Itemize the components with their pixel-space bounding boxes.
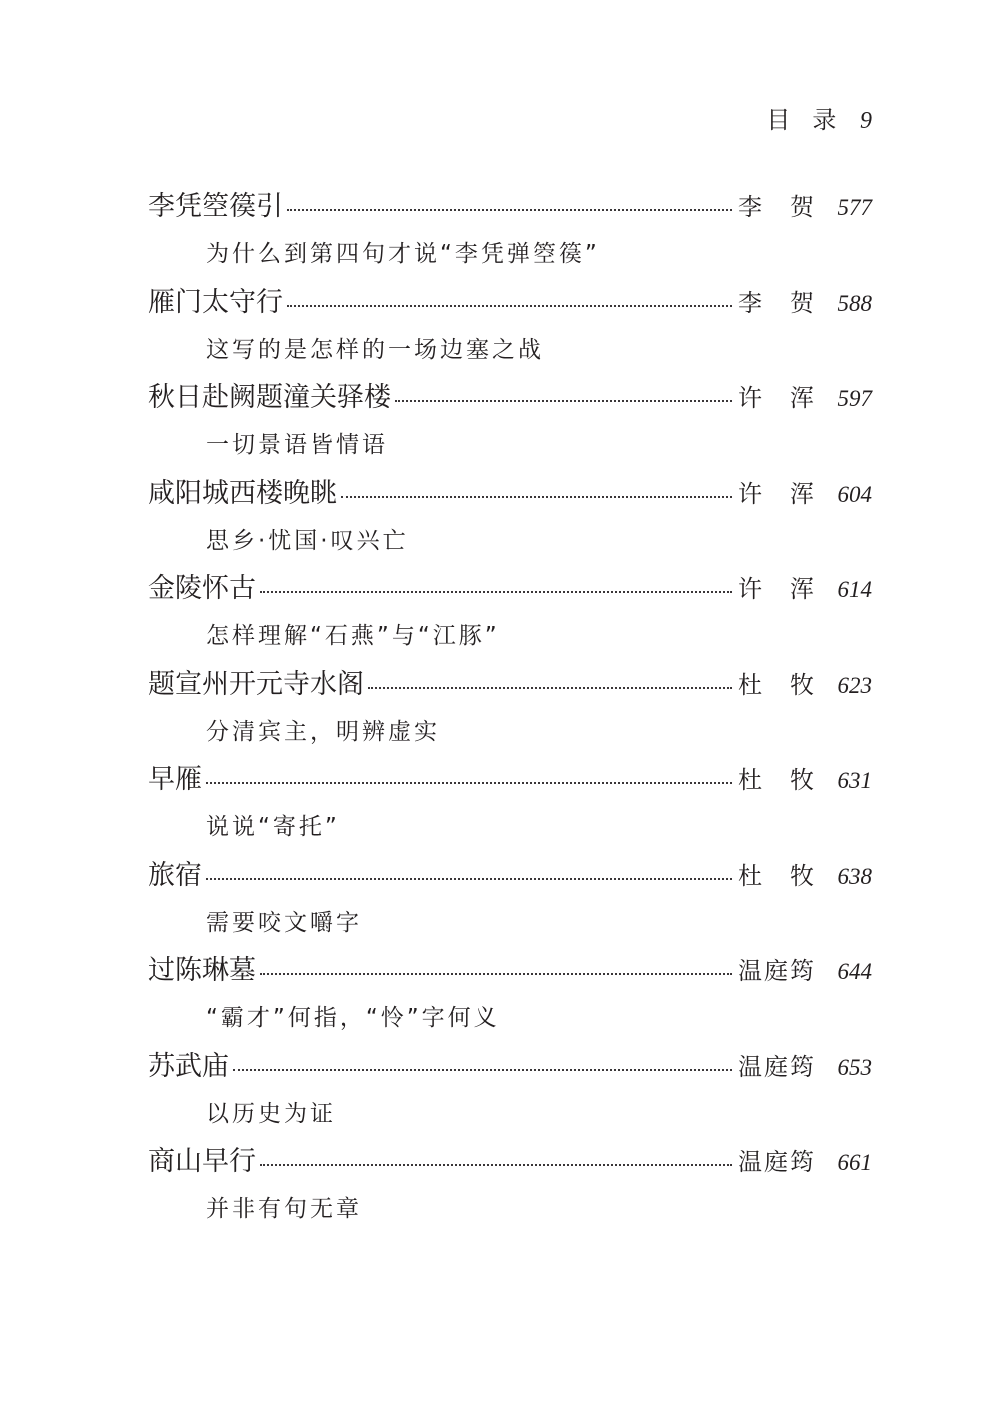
toc-entry[interactable]: [148, 374, 872, 470]
dot-leader: [395, 400, 732, 402]
entry-subtitle: 为什么到第四句才说“李凭弹箜篌”: [206, 241, 600, 267]
entry-subtitle: 说说“寄托”: [206, 814, 340, 840]
entry-page-number: 644: [837, 959, 872, 984]
entry-author: 温庭筠: [738, 1148, 814, 1176]
running-head-page-number: 9: [860, 108, 872, 134]
entry-subtitle: 思乡·忧国·叹兴亡: [206, 527, 409, 554]
entry-page-number: 597: [837, 386, 872, 411]
entry-subtitle: 分清宾主，明辨虚实: [206, 718, 440, 745]
entry-subtitle: 并非有句无章: [206, 1196, 362, 1222]
dot-leader: [287, 305, 732, 307]
toc-entry[interactable]: [148, 279, 872, 375]
entry-subtitle: 以历史为证: [206, 1100, 336, 1127]
entry-page-number: 638: [837, 863, 872, 889]
entry-author: 杜牧: [738, 670, 814, 699]
entry-author: 杜牧: [738, 861, 814, 890]
toc-entry[interactable]: [148, 852, 872, 948]
entry-author: 李贺: [738, 288, 814, 317]
running-head: [766, 104, 872, 137]
toc-entry[interactable]: [148, 1043, 872, 1139]
entry-title: 过陈琳墓: [148, 955, 256, 986]
entry-page-number: 614: [837, 577, 872, 602]
entry-page-number: 631: [837, 768, 872, 793]
dot-leader: [233, 1069, 732, 1071]
entry-title: 秋日赴阙题潼关驿楼: [148, 382, 391, 413]
dot-leader: [368, 687, 732, 689]
entry-author: 许浑: [738, 384, 814, 412]
entry-author: 李贺: [738, 193, 814, 221]
entry-title: 旅宿: [148, 859, 202, 891]
entry-author: 温庭筠: [738, 957, 814, 985]
toc-entry[interactable]: [148, 183, 872, 279]
entry-page-number: 604: [837, 481, 872, 507]
running-head-label: 目录: [766, 106, 859, 134]
entry-title: 早雁: [148, 764, 202, 795]
entry-title: 题宣州开元寺水阁: [148, 668, 364, 700]
toc-entry[interactable]: [148, 1138, 872, 1234]
dot-leader: [341, 496, 732, 498]
entry-page-number: 577: [837, 195, 872, 220]
entry-subtitle: 怎样理解“石燕”与“江豚”: [206, 623, 500, 649]
entry-title: 咸阳城西楼晚眺: [148, 477, 337, 509]
dot-leader: [260, 973, 732, 975]
dot-leader: [260, 1164, 732, 1166]
toc-entry[interactable]: [148, 470, 872, 566]
dot-leader: [287, 209, 732, 211]
entry-author: 温庭筠: [738, 1052, 814, 1081]
entry-title: 李凭箜篌引: [148, 191, 283, 222]
table-of-contents: [148, 183, 872, 1234]
toc-entry[interactable]: [148, 565, 872, 661]
entry-author: 杜牧: [738, 766, 814, 794]
dot-leader: [260, 591, 732, 593]
entry-author: 许浑: [738, 479, 814, 508]
toc-entry[interactable]: [148, 661, 872, 757]
entry-page-number: 653: [837, 1054, 872, 1080]
entry-page-number: 623: [837, 672, 872, 698]
entry-author: 许浑: [738, 575, 814, 603]
toc-entry[interactable]: [148, 756, 872, 852]
entry-subtitle: 需要咬文嚼字: [206, 909, 362, 936]
entry-subtitle: 这写的是怎样的一场边塞之战: [206, 336, 544, 363]
toc-entry[interactable]: [148, 947, 872, 1043]
entry-title: 雁门太守行: [148, 286, 283, 318]
dot-leader: [206, 782, 732, 784]
entry-title: 苏武庙: [148, 1050, 229, 1082]
entry-title: 商山早行: [148, 1146, 256, 1177]
entry-subtitle: 一切景语皆情语: [206, 432, 388, 458]
entry-title: 金陵怀古: [148, 573, 256, 604]
entry-page-number: 588: [837, 290, 872, 316]
dot-leader: [206, 878, 732, 880]
entry-subtitle: “霸才”何指，“怜”字何义: [206, 1005, 500, 1031]
entry-page-number: 661: [837, 1150, 872, 1175]
